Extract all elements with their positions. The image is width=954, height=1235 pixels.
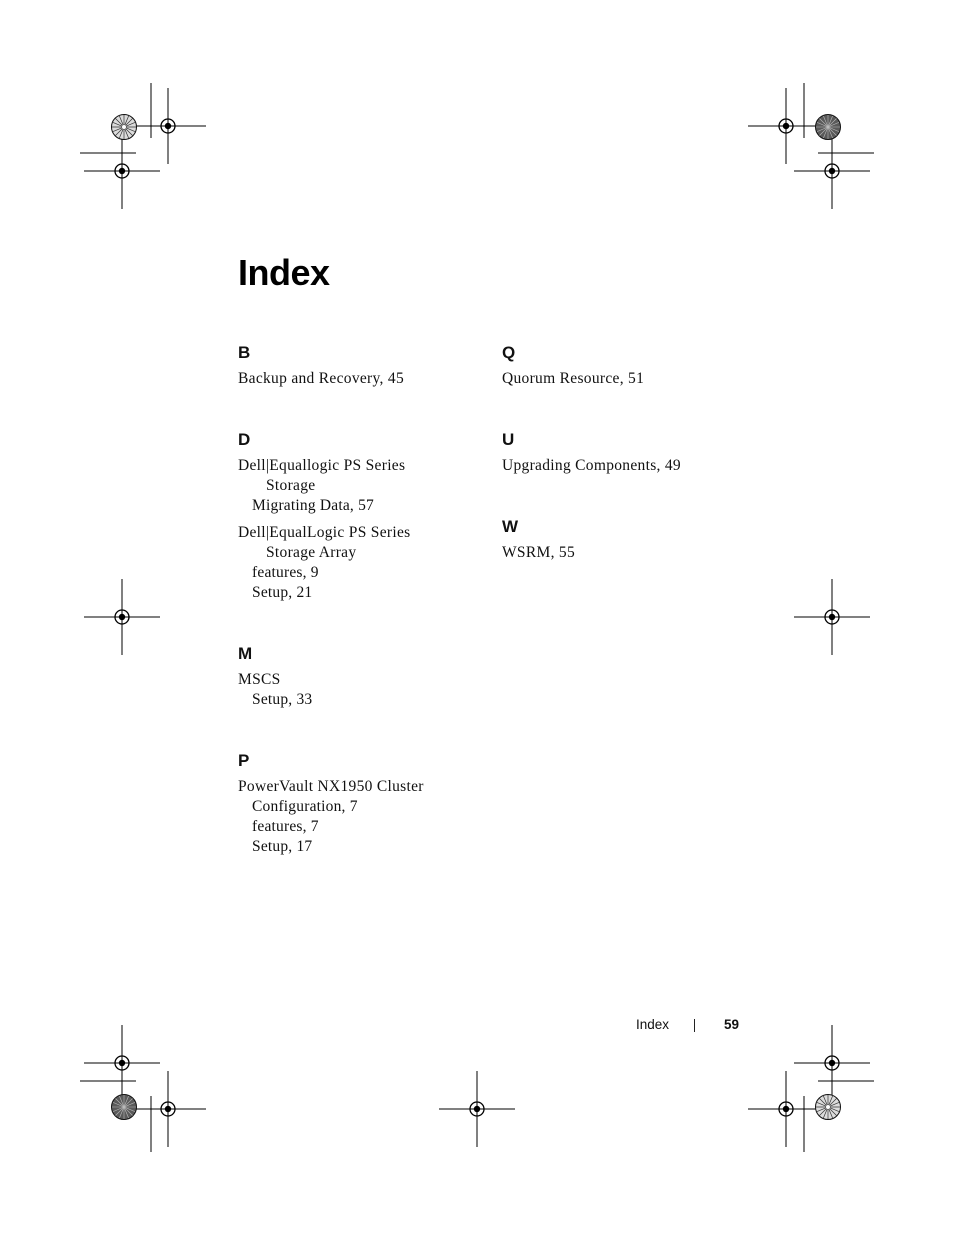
- index-entry: [502, 456, 762, 476]
- index-entry: [238, 456, 478, 516]
- page-number: 59: [724, 1017, 740, 1032]
- footer-label: Index: [636, 1017, 670, 1032]
- entry-term: MSCS: [238, 671, 281, 688]
- index-section: [502, 514, 762, 563]
- entry-term: Upgrading Components, 49: [502, 457, 681, 474]
- index-section: [238, 641, 478, 710]
- entry-term: Quorum Resource, 51: [502, 370, 645, 387]
- entry-term: Storage: [266, 477, 316, 494]
- entry-subterm: Setup, 21: [252, 584, 313, 601]
- index-section: [238, 748, 478, 857]
- entry-subterm: features, 9: [252, 564, 319, 581]
- section-letter: M: [238, 644, 253, 663]
- entry-subterm: Migrating Data, 57: [252, 497, 374, 514]
- index-entry: [238, 670, 478, 710]
- index-section: [502, 340, 762, 389]
- section-letter: D: [238, 430, 251, 449]
- index-entry: [238, 369, 478, 389]
- entry-subterm: Setup, 33: [252, 691, 313, 708]
- entry-term: Dell|Equallogic PS Series: [238, 457, 406, 474]
- entry-term: Storage Array: [266, 544, 357, 561]
- section-letter: U: [502, 430, 515, 449]
- index-section: [238, 427, 478, 603]
- entry-subterm: features, 7: [252, 818, 319, 835]
- section-letter: B: [238, 343, 251, 362]
- index-entry: [502, 543, 762, 563]
- entry-subterm: Configuration, 7: [252, 798, 358, 815]
- entry-term: Dell|EqualLogic PS Series: [238, 524, 411, 541]
- entry-term: Backup and Recovery, 45: [238, 370, 405, 387]
- index-column-right: [502, 340, 762, 601]
- footer-separator: [694, 1019, 695, 1032]
- section-letter: W: [502, 517, 519, 536]
- index-entry: [238, 777, 478, 857]
- index-section: [238, 340, 478, 389]
- entry-term: WSRM, 55: [502, 544, 576, 561]
- section-letter: Q: [502, 343, 516, 362]
- index-entry: [502, 369, 762, 389]
- entry-term: PowerVault NX1950 Cluster: [238, 778, 424, 795]
- page-title: Index: [238, 252, 330, 293]
- section-letter: P: [238, 751, 250, 770]
- entry-subterm: Setup, 17: [252, 838, 313, 855]
- index-entry: [238, 523, 478, 603]
- index-section: [502, 427, 762, 476]
- index-column-left: [238, 340, 478, 895]
